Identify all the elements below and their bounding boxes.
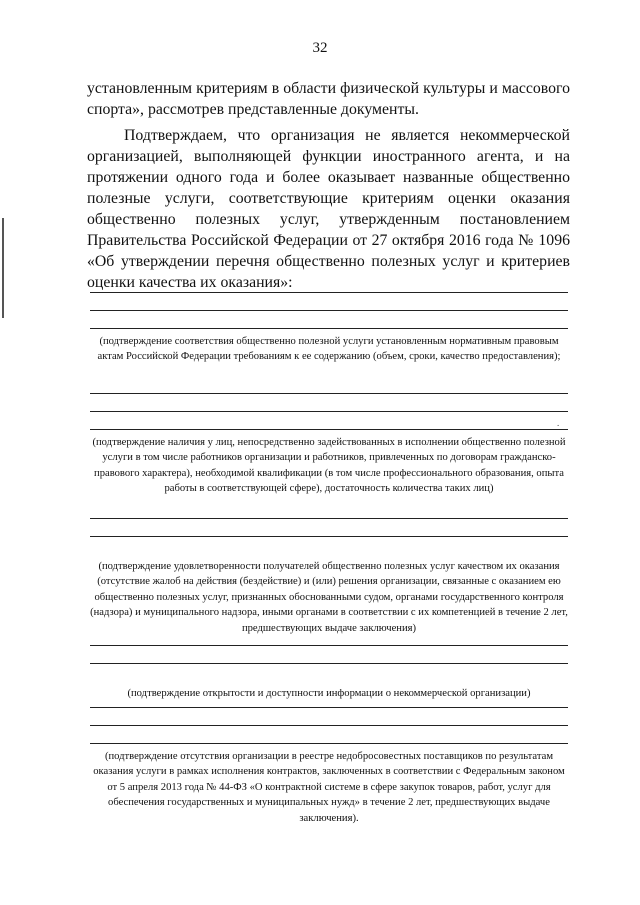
caption-service-compliance: (подтверждение соответствия общественно полезной услуги установленным нормативным правовым актам Российской Федерации требованиям к ее содержанию (объем, сроки, качество предоставления);	[97, 336, 561, 363]
page-number: 32	[312, 40, 328, 56]
fill-section-1	[90, 292, 568, 365]
fill-line	[90, 536, 568, 537]
scan-margin-mark	[2, 218, 4, 318]
paragraph-continuation: установленным критериям в области физической культуры и массового спорта», рассмотрев представленные документы.	[87, 80, 570, 118]
fill-line	[90, 725, 568, 726]
fill-line	[90, 707, 568, 708]
fill-line	[90, 411, 568, 412]
fill-line	[90, 429, 568, 430]
line-end-mark: .	[557, 418, 560, 428]
fill-line	[90, 518, 568, 519]
fill-line	[90, 328, 568, 329]
caption-recipient-satisfaction: (подтверждение удовлетворенности получателей общественно полезных услуг качеством их оказания (отсутствие жалоб на действия (бездействие) и (или) решения организации, связанные с оказанием ею общественно полезных услуг, признанных обоснованными судом, органами государственного контроля (надзора) и муниципального надзора, иными органами в соответствии с их компетенцией в течение 2 лет, предшествующих выдаче заключения)	[90, 561, 568, 634]
fill-line	[90, 663, 568, 664]
fill-section-3	[90, 518, 568, 636]
fill-section-4	[90, 645, 568, 701]
caption-staff-qualification: (подтверждение наличия у лиц, непосредственно задействованных в исполнении общественно полезной услуги в том числе работников организации и работников, привлеченных по договорам гражданско-правового характера), необходимой квалификации (в том числе профессионального образования, опыта работы в соответствующей сфере), достаточность количества таких лиц)	[92, 437, 566, 495]
caption-unfair-suppliers-registry: (подтверждение отсутствия организации в реестре недобросовестных поставщиков по результатам оказания услуги в рамках исполнения контрактов, заключенных в соответствии с Федеральным законом от 5 апреля 2013 года № 44-ФЗ «О контрактной системе в сфере закупок товаров, работ, услуг для обеспечения государственных и муниципальных нужд» в течение 2 лет, предшествующих выдаче заключения).	[93, 751, 565, 824]
paragraph-confirmation: Подтверждаем, что организация не является некоммерческой организацией, выполняющей функции иностранного агента, и на протяжении одного года и более оказывает названные общественно полезные услуги, соответствующие критериям оценки оказания общественно полезных услуг, утвержденным постановлением Правительства Российской Федерации от 27 октября 2016 года № 1096 «Об утверждении перечня общественно полезных услуг и критериев оценки качества их оказания»:	[87, 127, 570, 291]
fill-section-2	[90, 393, 568, 497]
fill-line	[90, 393, 568, 394]
fill-section-5	[90, 707, 568, 826]
fill-line	[90, 292, 568, 293]
fill-line	[90, 645, 568, 646]
fill-line	[90, 743, 568, 744]
main-text	[87, 78, 570, 293]
fill-line	[90, 310, 568, 311]
caption-information-openness: (подтверждение открытости и доступности информации о некоммерческой организации)	[127, 688, 531, 699]
